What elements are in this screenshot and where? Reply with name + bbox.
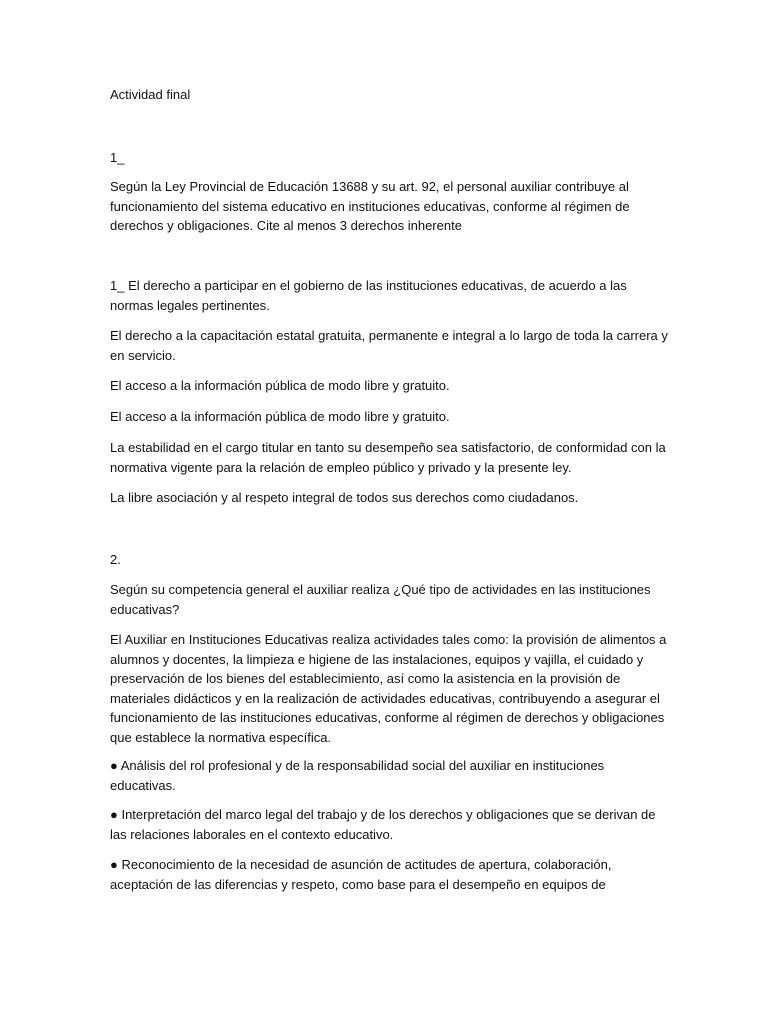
question-2-number: 2. [110,552,121,567]
bullet-item: ● Interpretación del marco legal del trabajo y de los derechos y obligaciones que se derivan de las relaciones laborales en el contexto educativo. [110,807,656,842]
question-1-answer-5: La estabilidad en el cargo titular en tanto su desempeño sea satisfactorio, de conformidad con la normativa vigente para la relación de empleo público y privado y la presente ley. [110,440,666,475]
question-2-prompt: Según su competencia general el auxiliar realiza ¿Qué tipo de actividades en las instituciones educativas? [110,582,651,617]
question-1-answer-3: El acceso a la información pública de modo libre y gratuito. [110,378,450,393]
question-1-prompt: Según la Ley Provincial de Educación 13688 y su art. 92, el personal auxiliar contribuye al funcionamiento del sistema educativo en instituciones educativas, conforme al régimen de derechos y obligaciones. Cite al menos 3 derechos inherente [110,179,630,233]
document-title: Actividad final [110,87,191,102]
bullet-item: ● Reconocimiento de la necesidad de asunción de actitudes de apertura, colaboración, aceptación de las diferencias y respeto, como base para el desempeño en equipos de [110,857,612,892]
question-2-answer: El Auxiliar en Instituciones Educativas realiza actividades tales como: la provisión de alimentos a alumnos y docentes, la limpieza e higiene de las instalaciones, equipos y vajilla, el cuidado y preservación de los bienes del establecimiento, así como la asistencia en la provisión de materiales didácticos y en la realización de actividades educativas, contribuyendo a asegurar el funcionamiento de las instituciones educativas, conforme al régimen de derechos y obligaciones que establece la normativa específica. [110,632,667,745]
question-1-answer-4: El acceso a la información pública de modo libre y gratuito. [110,409,450,424]
question-1-answer-1: 1_ El derecho a participar en el gobierno de las instituciones educativas, de acuerdo a las normas legales pertinentes. [110,278,627,313]
question-1-answer-2: El derecho a la capacitación estatal gratuita, permanente e integral a lo largo de toda la carrera y en servicio. [110,328,668,363]
question-1-answer-6: La libre asociación y al respeto integral de todos sus derechos como ciudadanos. [110,490,579,505]
bullet-item: ● Análisis del rol profesional y de la responsabilidad social del auxiliar en instituciones educativas. [110,758,605,793]
question-1-number: 1_ [110,150,125,165]
